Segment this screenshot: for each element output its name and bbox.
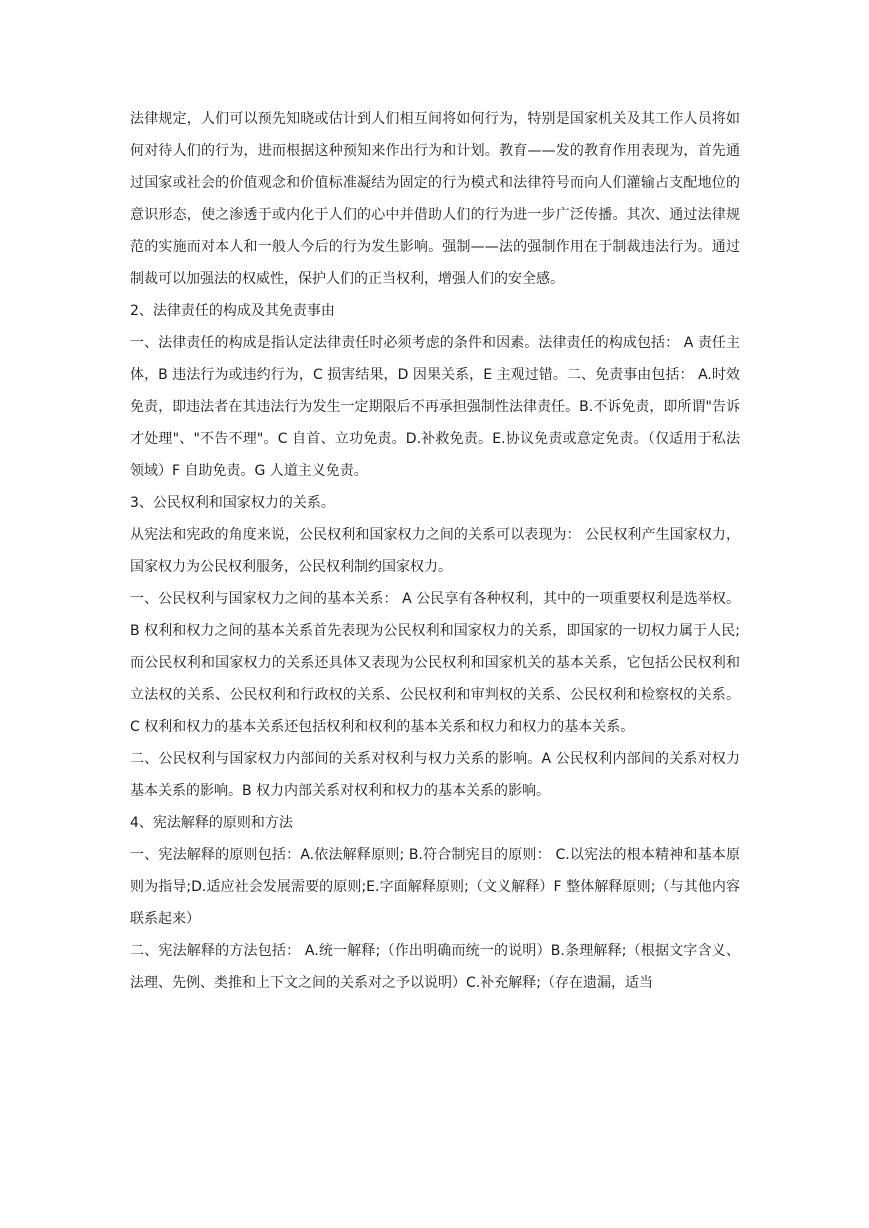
- heading-constitutional-interpretation: 4、宪法解释的原则和方法: [130, 815, 293, 831]
- paragraph-constitutional-view: 从宪法和宪政的角度来说，公民权利和国家权力之间的关系可以表现为： 公民权利产生国家权力，国家权力为公民权利服务，公民权利制约国家权力。: [130, 527, 740, 575]
- paragraph-legal-liability: 一、法律责任的构成是指认定法律责任时必须考虑的条件和因素。法律责任的构成包括： A 责任主体，B 违法行为或违约行为，C 损害结果，D 因果关系，E 主观过错。二、免责事由包括： A.时效免责，即违法者在其违法行为发生一定期限后不再承担强制性法律责任。B.不诉免责，即所谓"告诉才处理"、"不告不理"。C 自首、立功免责。D.补救免责。E.协议免责或意定免责。（仅适用于私法领域）F 自助免责。G 人道主义免责。: [130, 335, 740, 479]
- paragraph-interpretation-principles: 一、宪法解释的原则包括：A.依法解释原则; B.符合制宪目的原则： C.以宪法的根本精神和基本原则为指导;D.适应社会发展需要的原则;E.字面解释原则;（文义解释）F 整体解释原则;（与其他内容联系起来）: [130, 847, 740, 927]
- paragraph-internal-relationship: 二、公民权利与国家权力内部间的关系对权利与权力关系的影响。A 公民权利内部间的关系对权力基本关系的影响。B 权力内部关系对权利和权力的基本关系的影响。: [130, 751, 740, 799]
- paragraph-interpretation-methods: 二、宪法解释的方法包括： A.统一解释;（作出明确而统一的说明）B.条理解释;（根据文字含义、法理、先例、类推和上下文之间的关系对之予以说明）C.补充解释;（存在遗漏，适当: [130, 943, 740, 991]
- heading-rights-and-power: 3、公民权利和国家权力的关系。: [130, 495, 335, 511]
- document-body: [130, 103, 740, 999]
- heading-legal-liability: 2、法律责任的构成及其免责事由: [130, 303, 335, 319]
- paragraph-basic-relationship: 一、公民权利与国家权力之间的基本关系： A 公民享有各种权利，其中的一项重要权利是选举权。B 权利和权力之间的基本关系首先表现为公民权利和国家权力的关系，即国家的一切权力属于人民;而公民权利和国家权力的关系还具体又表现为公民权利和国家机关的基本关系，它包括公民权利和立法权的关系、公民权利和行政权的关系、公民权利和审判权的关系、公民权利和检察权的关系。C 权利和权力的基本关系还包括权利和权利的基本关系和权力和权力的基本关系。: [130, 591, 740, 735]
- paragraph-law-functions: 法律规定，人们可以预先知晓或估计到人们相互间将如何行为，特别是国家机关及其工作人员将如何对待人们的行为，进而根据这种预知来作出行为和计划。教育——发的教育作用表现为，首先通过国家或社会的价值观念和价值标准凝结为固定的行为模式和法律符号而向人们灌输占支配地位的意识形态，使之渗透于或内化于人们的心中并借助人们的行为进一步广泛传播。其次、通过法律规范的实施而对本人和一般人今后的行为发生影响。强制——法的强制作用在于制裁违法行为。通过制裁可以加强法的权威性，保护人们的正当权利，增强人们的安全感。: [130, 111, 740, 287]
